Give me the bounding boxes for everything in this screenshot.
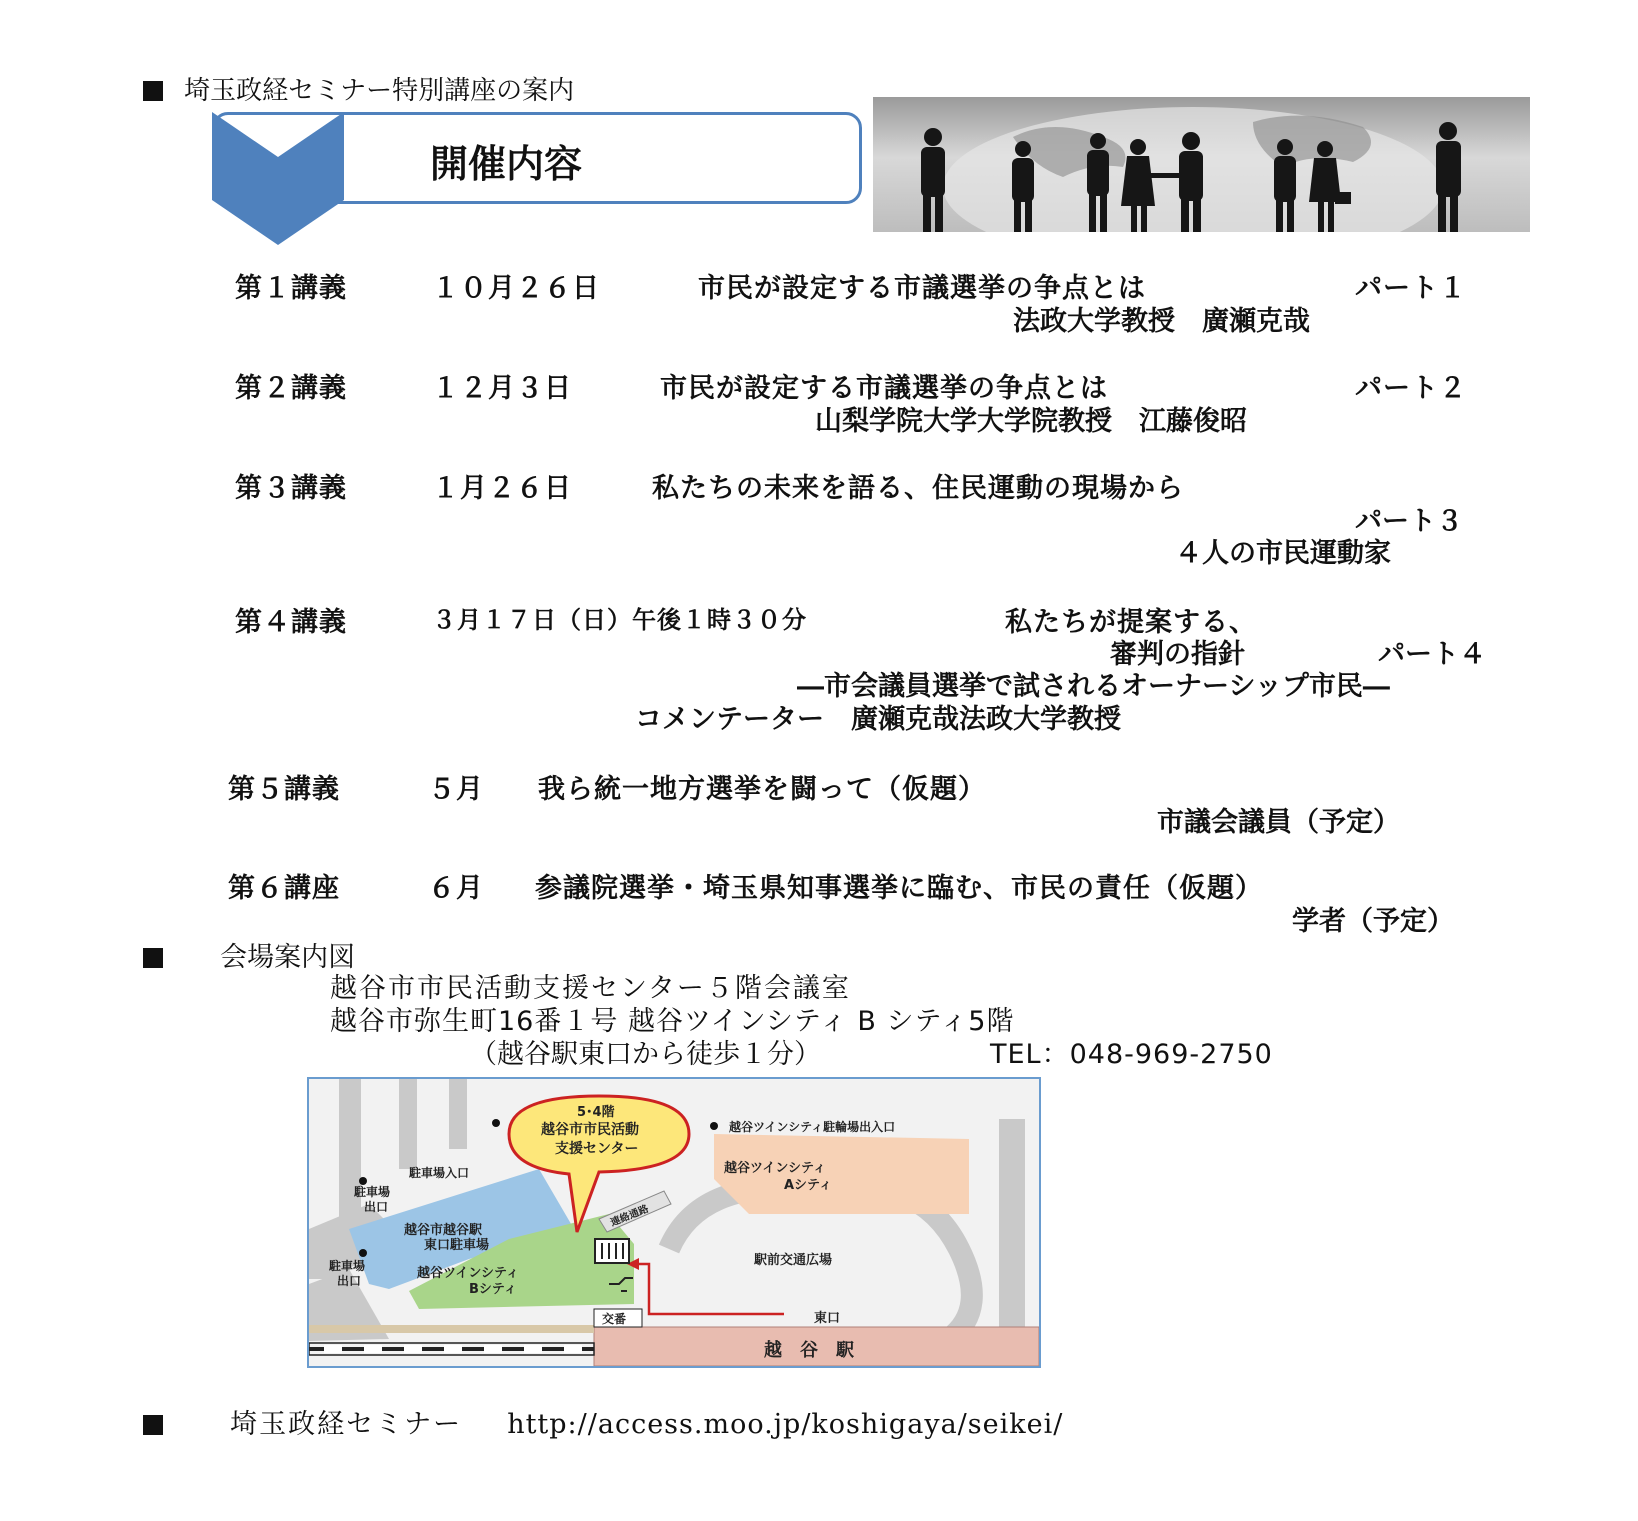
map-callout-line-3: 支援センター <box>555 1141 639 1157</box>
lecture-4-speaker: コメンテーター 廣瀬克哉法政大学教授 <box>635 704 1121 735</box>
map-callout-line-2: 越谷市市民活動 <box>541 1122 639 1138</box>
map-parking-exit-2a: 駐車場 <box>329 1259 366 1273</box>
footer-url[interactable]: http://access.moo.jp/koshigaya/seikei/ <box>507 1409 1064 1440</box>
lecture-5-topic: 我ら統一地方選挙を闘って（仮題） <box>538 774 986 805</box>
map-bicycle-entrance: 越谷ツインシティ駐輪場出入口 <box>729 1120 896 1134</box>
map-parking-exit-1a: 駐車場 <box>354 1185 391 1199</box>
map-plaza: 駅前交通広場 <box>754 1253 833 1268</box>
lecture-4-subtitle: ―市会議員選挙で試されるオーナーシップ市民― <box>797 671 1390 702</box>
venue-line-3: （越谷駅東口から徒歩１分） <box>470 1039 821 1070</box>
lecture-6-name: 第６講座 <box>228 873 340 904</box>
venue-heading: 会場案内図 <box>220 942 356 973</box>
header <box>143 70 574 107</box>
bullet-square-icon <box>143 948 163 968</box>
map-b-city-2: Bシティ <box>469 1282 517 1297</box>
venue-line-2: 越谷市弥生町16番１号 越谷ツインシティ B シティ5階 <box>330 1006 1015 1037</box>
lecture-6-date: ６月 <box>428 873 484 904</box>
lecture-3-speaker: ４人の市民運動家 <box>1175 538 1391 569</box>
map-a-city-2: Aシティ <box>784 1178 833 1193</box>
map-callout-line-1: 5･4階 <box>577 1105 615 1120</box>
map-b-city-1: 越谷ツインシティ <box>417 1266 519 1281</box>
lecture-4-name: 第４講義 <box>235 607 347 638</box>
map-east-exit: 東口 <box>814 1311 841 1326</box>
lecture-5-speaker: 市議会議員（予定） <box>1157 807 1400 838</box>
lecture-4-part: パート４ <box>1378 639 1486 670</box>
map-parking-lot-1: 越谷市越谷駅 <box>404 1223 483 1238</box>
venue-heading-row <box>143 935 355 974</box>
lecture-3-part: パート３ <box>1355 506 1463 537</box>
map-koban: 交番 <box>602 1312 627 1326</box>
map-parking-exit-1b: 出口 <box>364 1200 389 1214</box>
footer-name: 埼玉政経セミナー <box>230 1409 463 1440</box>
lecture-1-date: １０月２６日 <box>432 273 600 304</box>
map-bridge: 連絡通路 <box>609 1203 651 1229</box>
venue-line-1: 越谷市市民活動支援センター５階会議室 <box>330 973 851 1004</box>
lecture-2-speaker: 山梨学院大学大学院教授 江藤俊昭 <box>815 406 1247 437</box>
lecture-2-part: パート２ <box>1355 373 1467 404</box>
lecture-2-date: １２月３日 <box>432 373 572 404</box>
map-parking-entrance: 駐車場入口 <box>409 1166 470 1180</box>
lecture-3-name: 第３講義 <box>235 473 347 504</box>
banner-label: 開催内容 <box>430 142 583 186</box>
chevron-down-icon <box>212 112 344 247</box>
lecture-1-name: 第１講義 <box>235 273 347 304</box>
lecture-3-topic: 私たちの未来を語る、住民運動の現場から <box>652 473 1184 504</box>
venue-map <box>307 1077 1041 1368</box>
lecture-3-date: １月２６日 <box>432 473 572 504</box>
lecture-1-part: パート１ <box>1355 273 1467 304</box>
lecture-2-topic: 市民が設定する市議選挙の争点とは <box>660 373 1108 404</box>
footer <box>143 1402 1063 1441</box>
lecture-1-topic: 市民が設定する市議選挙の争点とは <box>698 273 1146 304</box>
lecture-4-topic: 私たちが提案する、 <box>1005 607 1257 638</box>
lecture-2-name: 第２講義 <box>235 373 347 404</box>
bullet-square-icon <box>143 1415 163 1435</box>
lecture-4-topic-2: 審判の指針 <box>1110 639 1245 670</box>
map-a-city-1: 越谷ツインシティ <box>724 1161 826 1176</box>
lecture-5-name: 第５講義 <box>228 774 340 805</box>
lecture-1-speaker: 法政大学教授 廣瀬克哉 <box>1013 306 1310 337</box>
map-parking-lot-2: 東口駐車場 <box>424 1238 490 1253</box>
lecture-5-date: ５月 <box>428 774 484 805</box>
lecture-4-date: ３月１７日（日）午後１時３０分 <box>432 605 807 634</box>
map-parking-exit-2b: 出口 <box>337 1274 362 1288</box>
business-people-photo <box>873 97 1530 232</box>
page-title: 埼玉政経セミナー特別講座の案内 <box>184 76 575 106</box>
venue-tel: TEL：048-969-2750 <box>990 1039 1273 1070</box>
map-station: 越 谷 駅 <box>764 1340 854 1361</box>
lecture-6-speaker: 学者（予定） <box>1292 906 1454 937</box>
bullet-square-icon <box>143 81 163 101</box>
lecture-6-topic: 参議院選挙・埼玉県知事選挙に臨む、市民の責任（仮題） <box>535 873 1263 904</box>
